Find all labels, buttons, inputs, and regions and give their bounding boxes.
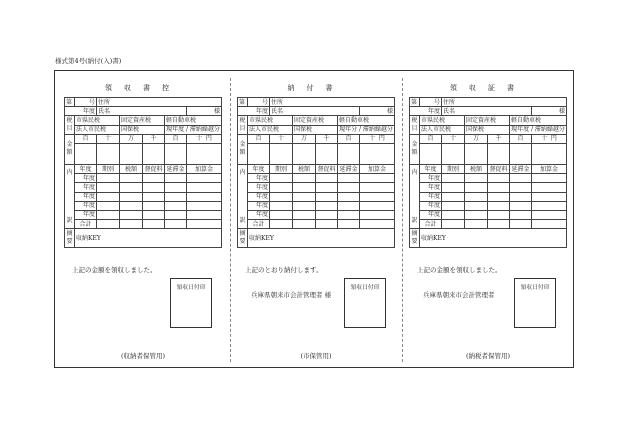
panel-title: 領収書控: [105, 84, 181, 92]
cell-additional-fee[interactable]: [360, 192, 395, 201]
digit-label: 円: [205, 135, 212, 143]
panel-footer: (市保管用): [300, 352, 332, 360]
breakdown-header: 年度: [75, 164, 97, 173]
cell-late-fee[interactable]: [165, 183, 187, 192]
cell-late-fee[interactable]: [338, 183, 360, 192]
total-label: 合計: [420, 220, 442, 229]
period-label: 現年度 / 滞納繰越分: [511, 126, 565, 134]
digit-label: 万: [465, 134, 488, 143]
sama-label: 様: [532, 107, 567, 116]
collection-key-label: 収納KEY: [420, 229, 567, 248]
breakdown-header: 税額: [293, 164, 316, 173]
cell-installment[interactable]: [270, 183, 293, 192]
cell-installment[interactable]: [270, 210, 293, 219]
breakdown-row: [410, 183, 567, 192]
year-label: 年度: [238, 107, 270, 116]
breakdown-header: 税額: [465, 164, 488, 173]
cell-reminder-fee[interactable]: [488, 192, 510, 201]
tax-item: 固定資産税: [120, 116, 165, 125]
cell-reminder-fee[interactable]: [488, 201, 510, 210]
digit-label: 十: [97, 134, 120, 143]
date-stamp-label: 領収日付印: [520, 285, 550, 291]
panel-footer: (収納者保管用): [120, 352, 166, 360]
tax-item: 軽自動車税: [338, 116, 395, 125]
digit-label: 百: [248, 134, 270, 143]
breakdown-side-bottom: 訳: [411, 216, 418, 224]
breakdown-row: [65, 183, 222, 192]
digit-label: [187, 134, 222, 143]
breakdown-header: 加算金: [187, 164, 222, 173]
year-label: 年度: [410, 107, 442, 116]
cell-late-fee[interactable]: [338, 192, 360, 201]
form-panel-3: [409, 78, 567, 364]
tax-item: 国保税: [293, 125, 338, 134]
amount-cell[interactable]: [187, 143, 222, 164]
amount-cell[interactable]: [270, 143, 293, 164]
name-label: 氏名: [270, 107, 360, 116]
breakdown-side-bottom: 訳: [66, 216, 73, 224]
sama-label: 様: [187, 107, 222, 116]
total-cell[interactable]: [442, 220, 465, 229]
digit-label: 十: [442, 134, 465, 143]
cell-reminder-fee[interactable]: [143, 201, 165, 210]
breakdown-side-label: [410, 164, 420, 228]
form-table: [409, 97, 567, 248]
panel-divider: [230, 78, 231, 362]
total-cell[interactable]: [338, 220, 360, 229]
panel-title: 納付書: [287, 84, 345, 92]
breakdown-row: [65, 174, 222, 183]
breakdown-year: 年度: [75, 183, 97, 192]
breakdown-header: 期別: [97, 164, 120, 173]
cell-reminder-fee[interactable]: [143, 210, 165, 219]
breakdown-row: [65, 192, 222, 201]
digit-label: 円: [550, 135, 557, 143]
digit-label: 千: [316, 134, 338, 143]
cell-late-fee[interactable]: [165, 210, 187, 219]
go-label: 号: [420, 98, 442, 107]
no-label: 第: [65, 98, 75, 107]
cell-late-fee[interactable]: [510, 201, 532, 210]
digit-label: 百: [510, 134, 532, 143]
cell-reminder-fee[interactable]: [488, 183, 510, 192]
cell-additional-fee[interactable]: [187, 201, 222, 210]
breakdown-row: [238, 210, 395, 219]
date-stamp-box: [170, 278, 212, 328]
cell-additional-fee[interactable]: [360, 183, 395, 192]
cell-additional-fee[interactable]: [187, 210, 222, 219]
receipt-message: 上記の金額を領収しました。: [72, 266, 157, 274]
cell-tax-amount[interactable]: [465, 192, 488, 201]
collection-key-label: 収納KEY: [75, 229, 222, 248]
breakdown-header: 督促料: [144, 165, 163, 173]
period-current: 現年度: [166, 126, 185, 134]
period-label: 現年度 / 滞納繰越分: [166, 126, 220, 134]
breakdown-header: 税額: [120, 164, 143, 173]
breakdown-side-label: [238, 164, 248, 228]
breakdown-row: [238, 183, 395, 192]
cell-additional-fee[interactable]: [532, 183, 567, 192]
cell-installment[interactable]: [97, 210, 120, 219]
digit-label: [532, 134, 567, 143]
tax-item: 固定資産税: [465, 116, 510, 125]
period-arrears: 滞納繰越分: [362, 126, 393, 134]
breakdown-header: 加算金: [532, 164, 567, 173]
tax-item: 国保税: [120, 125, 165, 134]
cell-installment[interactable]: [270, 201, 293, 210]
cell-tax-amount[interactable]: [120, 192, 143, 201]
cell-installment[interactable]: [270, 192, 293, 201]
cell-tax-amount[interactable]: [120, 201, 143, 210]
total-cell[interactable]: [360, 220, 395, 229]
period-arrears: 滞納繰越分: [534, 126, 565, 134]
cell-installment[interactable]: [442, 183, 465, 192]
cell-installment[interactable]: [270, 174, 293, 183]
period-current: 現年度: [511, 126, 530, 134]
breakdown-header: 期別: [442, 164, 465, 173]
amount-cell[interactable]: [120, 143, 143, 164]
digit-label: 十: [270, 134, 293, 143]
cell-installment[interactable]: [97, 183, 120, 192]
name-label: 氏名: [442, 107, 532, 116]
digit-label: 十: [196, 135, 203, 143]
breakdown-side-top: 内: [411, 168, 418, 176]
breakdown-year: 年度: [248, 210, 270, 219]
cell-additional-fee[interactable]: [532, 210, 567, 219]
amount-cell[interactable]: [97, 143, 120, 164]
cell-additional-fee[interactable]: [532, 192, 567, 201]
breakdown-year: 年度: [248, 183, 270, 192]
amount-cell[interactable]: [420, 143, 442, 164]
total-cell[interactable]: [316, 220, 338, 229]
receipt-message: 上記の金額を領収しました。: [417, 266, 502, 274]
form-table: [64, 97, 222, 248]
amount-cell[interactable]: [248, 143, 270, 164]
breakdown-header: 年度: [248, 164, 270, 173]
cell-reminder-fee[interactable]: [316, 210, 338, 219]
breakdown-header: 加算金: [360, 164, 395, 173]
digit-label: 百: [420, 134, 442, 143]
tax-item: 法人市民税: [248, 125, 293, 134]
breakdown-header: 督促料: [317, 165, 336, 173]
cell-late-fee[interactable]: [338, 210, 360, 219]
digit-label: 百: [338, 134, 360, 143]
cell-tax-amount[interactable]: [120, 183, 143, 192]
amount-cell[interactable]: [293, 143, 316, 164]
summary-label: 摘要: [410, 229, 420, 248]
breakdown-header: 延滞金: [166, 165, 185, 173]
digit-label: 十: [541, 135, 548, 143]
cell-reminder-fee[interactable]: [143, 192, 165, 201]
date-stamp-label: 領収日付印: [350, 285, 380, 291]
address-label: 住所: [270, 98, 395, 107]
sama-label: 様: [360, 107, 395, 116]
tax-label: 税目: [65, 116, 75, 134]
treasurer-address: 兵庫県朝来市会計管理者: [423, 291, 495, 299]
tax-label: 税目: [410, 116, 420, 134]
breakdown-year: 年度: [75, 201, 97, 210]
total-cell[interactable]: [143, 220, 165, 229]
total-cell[interactable]: [120, 220, 143, 229]
digit-label: 十: [369, 135, 376, 143]
breakdown-year: 年度: [420, 192, 442, 201]
cell-additional-fee[interactable]: [360, 210, 395, 219]
cell-tax-amount[interactable]: [465, 174, 488, 183]
digit-label: 万: [293, 134, 316, 143]
address-label: 住所: [97, 98, 222, 107]
tax-item: 軽自動車税: [510, 116, 567, 125]
amount-cell[interactable]: [465, 143, 488, 164]
breakdown-row: [410, 192, 567, 201]
cell-late-fee[interactable]: [165, 174, 187, 183]
cell-reminder-fee[interactable]: [316, 174, 338, 183]
cell-reminder-fee[interactable]: [316, 201, 338, 210]
tax-item: 市県民税: [420, 116, 465, 125]
breakdown-year: 年度: [75, 210, 97, 219]
total-cell[interactable]: [510, 220, 532, 229]
tax-item: 法人市民税: [420, 125, 465, 134]
total-label: 合計: [248, 220, 270, 229]
cell-late-fee[interactable]: [338, 174, 360, 183]
digit-label: 千: [488, 134, 510, 143]
form-title: 様式第4号(納付(入)書): [55, 57, 122, 65]
amount-label: 金額: [238, 134, 248, 164]
cell-reminder-fee[interactable]: [316, 192, 338, 201]
form-panel-1: [64, 78, 222, 364]
breakdown-row: [65, 201, 222, 210]
breakdown-row: [410, 210, 567, 219]
cell-tax-amount[interactable]: [293, 174, 316, 183]
cell-additional-fee[interactable]: [532, 174, 567, 183]
date-stamp-label: 領収日付印: [176, 285, 206, 291]
breakdown-header: 延滞金: [511, 165, 530, 173]
breakdown-year: 年度: [420, 201, 442, 210]
total-cell[interactable]: [293, 220, 316, 229]
digit-label: 千: [143, 134, 165, 143]
amount-cell[interactable]: [165, 143, 187, 164]
total-cell[interactable]: [270, 220, 293, 229]
cell-tax-amount[interactable]: [293, 183, 316, 192]
no-label: 第: [410, 98, 420, 107]
total-cell[interactable]: [465, 220, 488, 229]
digit-label: 円: [378, 135, 385, 143]
breakdown-year: 年度: [248, 174, 270, 183]
total-cell[interactable]: [488, 220, 510, 229]
breakdown-side-bottom: 訳: [239, 216, 246, 224]
cell-additional-fee[interactable]: [360, 174, 395, 183]
form-table: [237, 97, 395, 248]
breakdown-row: [238, 192, 395, 201]
amount-cell[interactable]: [488, 143, 510, 164]
cell-reminder-fee[interactable]: [488, 210, 510, 219]
cell-late-fee[interactable]: [338, 201, 360, 210]
period-arrears: 滞納繰越分: [189, 126, 220, 134]
total-cell[interactable]: [532, 220, 567, 229]
amount-cell[interactable]: [510, 143, 532, 164]
cell-tax-amount[interactable]: [465, 201, 488, 210]
date-stamp-box: [514, 278, 556, 328]
receipt-message: 上記のとおり納付します。: [245, 266, 323, 274]
year-label: 年度: [65, 107, 97, 116]
panel-footer: (納税者保管用): [465, 352, 511, 360]
date-stamp-box: [344, 278, 386, 328]
breakdown-row: [410, 201, 567, 210]
period-current: 現年分: [339, 126, 358, 134]
digit-label: [360, 134, 395, 143]
cell-reminder-fee[interactable]: [488, 174, 510, 183]
cell-additional-fee[interactable]: [187, 183, 222, 192]
summary-label: 摘要: [238, 229, 248, 248]
total-cell[interactable]: [97, 220, 120, 229]
cell-additional-fee[interactable]: [360, 201, 395, 210]
tax-item: 市県民税: [75, 116, 120, 125]
cell-installment[interactable]: [97, 201, 120, 210]
summary-label: 摘要: [65, 229, 75, 248]
cell-late-fee[interactable]: [510, 192, 532, 201]
form-panel-2: [237, 78, 395, 364]
go-label: 号: [248, 98, 270, 107]
digit-label: 百: [75, 134, 97, 143]
cell-tax-amount[interactable]: [120, 210, 143, 219]
tax-item: 固定資産税: [293, 116, 338, 125]
panel-title: 領収証書: [450, 84, 526, 92]
cell-late-fee[interactable]: [165, 192, 187, 201]
no-label: 第: [238, 98, 248, 107]
cell-additional-fee[interactable]: [532, 201, 567, 210]
breakdown-side-label: [65, 164, 75, 228]
cell-installment[interactable]: [97, 192, 120, 201]
digit-label: 万: [120, 134, 143, 143]
name-label: 氏名: [97, 107, 187, 116]
breakdown-row: [410, 174, 567, 183]
cell-late-fee[interactable]: [510, 174, 532, 183]
cell-installment[interactable]: [442, 210, 465, 219]
cell-late-fee[interactable]: [165, 201, 187, 210]
cell-tax-amount[interactable]: [120, 174, 143, 183]
cell-reminder-fee[interactable]: [316, 183, 338, 192]
cell-additional-fee[interactable]: [187, 174, 222, 183]
cell-tax-amount[interactable]: [293, 192, 316, 201]
breakdown-year: 年度: [420, 210, 442, 219]
go-label: 号: [75, 98, 97, 107]
breakdown-year: 年度: [420, 183, 442, 192]
digit-label: 百: [165, 134, 187, 143]
breakdown-row: [238, 201, 395, 210]
cell-tax-amount[interactable]: [293, 201, 316, 210]
breakdown-year: 年度: [248, 192, 270, 201]
amount-cell[interactable]: [338, 143, 360, 164]
cell-reminder-fee[interactable]: [143, 183, 165, 192]
tax-label: 税目: [238, 116, 248, 134]
cell-tax-amount[interactable]: [293, 210, 316, 219]
cell-tax-amount[interactable]: [465, 210, 488, 219]
amount-cell[interactable]: [532, 143, 567, 164]
cell-additional-fee[interactable]: [187, 192, 222, 201]
tax-item: 法人市民税: [75, 125, 120, 134]
cell-installment[interactable]: [442, 174, 465, 183]
cell-tax-amount[interactable]: [465, 183, 488, 192]
cell-late-fee[interactable]: [510, 183, 532, 192]
period-label: 現年分 / 滞納繰越分: [339, 126, 393, 134]
treasurer-address: 兵庫県朝来市会計管理者 様: [251, 291, 332, 299]
cell-reminder-fee[interactable]: [143, 174, 165, 183]
amount-label: 金額: [410, 134, 420, 164]
breakdown-header: 督促料: [489, 165, 508, 173]
panel-divider: [402, 78, 403, 362]
cell-installment[interactable]: [442, 192, 465, 201]
cell-late-fee[interactable]: [510, 210, 532, 219]
breakdown-year: 年度: [420, 174, 442, 183]
breakdown-header: 延滞金: [339, 165, 358, 173]
breakdown-year: 年度: [248, 201, 270, 210]
total-cell[interactable]: [187, 220, 222, 229]
collection-key-label: 収納KEY: [248, 229, 395, 248]
breakdown-side-top: 内: [66, 168, 73, 176]
amount-cell[interactable]: [442, 143, 465, 164]
breakdown-header: 期別: [270, 164, 293, 173]
breakdown-row: [238, 174, 395, 183]
tax-item: 軽自動車税: [165, 116, 222, 125]
breakdown-side-top: 内: [239, 168, 246, 176]
tax-item: 市県民税: [248, 116, 293, 125]
breakdown-header: 年度: [420, 164, 442, 173]
amount-cell[interactable]: [143, 143, 165, 164]
breakdown-row: [65, 210, 222, 219]
tax-item: 国保税: [465, 125, 510, 134]
amount-label: 金額: [65, 134, 75, 164]
breakdown-year: 年度: [75, 174, 97, 183]
cell-installment[interactable]: [97, 174, 120, 183]
cell-installment[interactable]: [442, 201, 465, 210]
amount-cell[interactable]: [75, 143, 97, 164]
amount-cell[interactable]: [360, 143, 395, 164]
total-cell[interactable]: [165, 220, 187, 229]
address-label: 住所: [442, 98, 567, 107]
total-label: 合計: [75, 220, 97, 229]
amount-cell[interactable]: [316, 143, 338, 164]
breakdown-year: 年度: [75, 192, 97, 201]
